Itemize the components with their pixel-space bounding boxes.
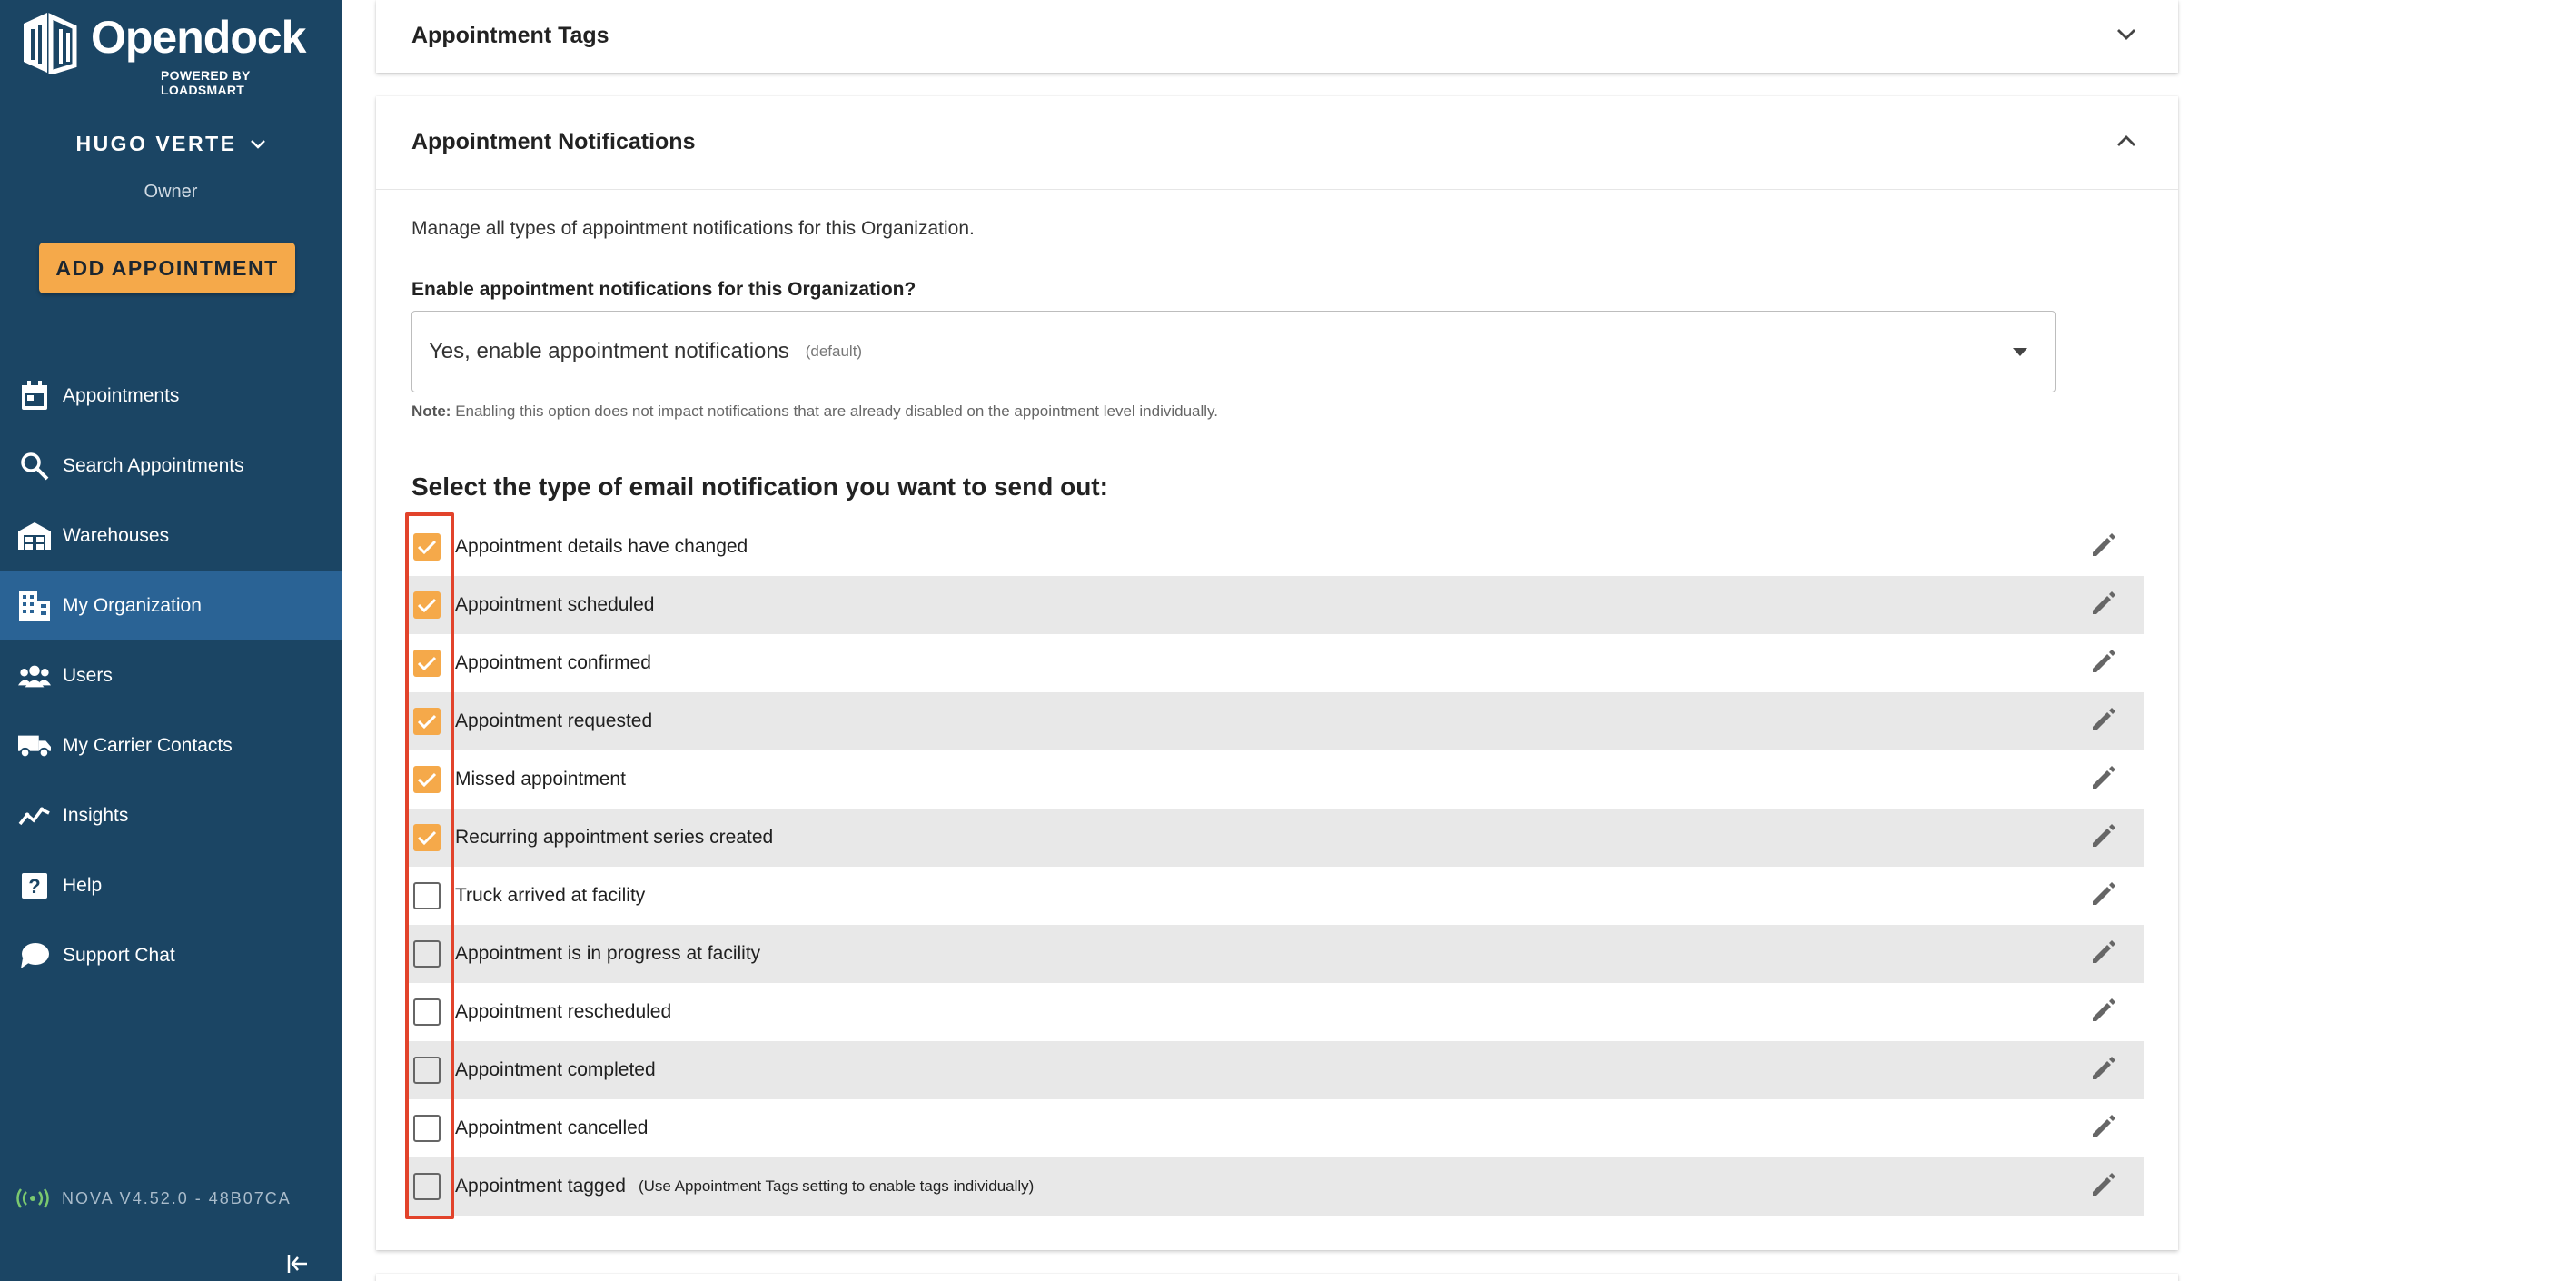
sidebar-item-label: Appointments: [63, 384, 180, 406]
brand-name: Opendock: [91, 12, 306, 63]
notification-label: Appointment completed: [455, 1059, 656, 1080]
sidebar-item-label: Search Appointments: [63, 454, 244, 476]
notification-row-cancelled: [409, 1099, 2144, 1157]
select-default-tag: (default): [805, 343, 863, 360]
svg-text:?: ?: [28, 874, 41, 898]
notification-label: Appointment is in progress at facility: [455, 943, 761, 964]
add-appointment-button[interactable]: ADD APPOINTMENT: [39, 243, 295, 293]
user-menu[interactable]: [0, 132, 342, 203]
notification-row-recurring-created: [409, 809, 2144, 867]
dropdown-arrow-icon[interactable]: [2013, 348, 2027, 356]
note-text: Enabling this option does not impact notifications that are already disabled on the appointment level individually.: [455, 402, 1219, 420]
sidebar-item-users[interactable]: [0, 640, 342, 710]
notification-label: Recurring appointment series created: [455, 827, 774, 848]
select-value: Yes, enable appointment notifications: [429, 339, 789, 363]
truck-icon: [18, 730, 51, 762]
notification-row-requested: [409, 692, 2144, 750]
sidebar-item-support-chat[interactable]: [0, 920, 342, 990]
help-icon: [18, 869, 51, 902]
sidebar: [0, 0, 342, 1281]
sidebar-item-label: Insights: [63, 804, 129, 826]
sidebar-item-label: My Carrier Contacts: [63, 734, 233, 756]
panel-divider: [376, 189, 2178, 190]
sidebar-nav: [0, 361, 342, 990]
notification-label: Missed appointment: [455, 769, 626, 789]
notification-row-rescheduled: [409, 983, 2144, 1041]
notifications-note: [411, 402, 1218, 421]
edit-pencil-icon[interactable]: [2089, 649, 2116, 676]
broadcast-icon: [16, 1188, 49, 1208]
appointment-notifications-panel: [376, 96, 2178, 1250]
user-role: Owner: [144, 182, 198, 202]
version-info: [16, 1188, 292, 1208]
section-title: Select the type of email notification you want to send out:: [411, 472, 1108, 501]
sidebar-item-help[interactable]: [0, 850, 342, 920]
sidebar-item-label: Support Chat: [63, 944, 175, 966]
notification-row-completed: [409, 1041, 2144, 1099]
sidebar-item-my-organization[interactable]: [0, 571, 342, 640]
notification-row-details-changed: [409, 518, 2144, 576]
edit-pencil-icon[interactable]: [2089, 1114, 2116, 1141]
edit-pencil-icon[interactable]: [2089, 823, 2116, 850]
note-prefix: Note:: [411, 402, 451, 420]
panel-title: Appointment Tags: [411, 23, 609, 48]
edit-pencil-icon[interactable]: [2089, 591, 2116, 618]
notification-label: Appointment confirmed: [455, 652, 651, 673]
chevron-down-icon[interactable]: [250, 139, 266, 150]
users-icon: [18, 660, 51, 692]
notification-hint: (Use Appointment Tags setting to enable tags individually): [638, 1177, 1035, 1195]
collapse-sidebar-icon[interactable]: [287, 1254, 309, 1278]
version-text: NOVA V4.52.0 - 48B07CA: [62, 1188, 292, 1207]
brand-powered-by: POWERED BY LOADSMART: [161, 68, 251, 97]
sidebar-item-label: My Organization: [63, 594, 202, 616]
sidebar-item-warehouses[interactable]: [0, 501, 342, 571]
notification-row-in-progress: [409, 925, 2144, 983]
enable-notifications-label: Enable appointment notifications for this Organization?: [411, 279, 916, 300]
sidebar-item-my-carrier-contacts[interactable]: [0, 710, 342, 780]
sidebar-item-appointments[interactable]: [0, 361, 342, 431]
user-name[interactable]: HUGO VERTE: [75, 132, 237, 155]
notification-row-scheduled: [409, 576, 2144, 634]
sidebar-item-label: Help: [63, 874, 103, 896]
notification-label: Appointment requested: [455, 710, 653, 731]
search-icon: [18, 450, 51, 482]
next-panel-edge: [376, 1274, 2178, 1281]
notification-label: Appointment details have changed: [455, 536, 748, 557]
notification-label: Appointment tagged: [455, 1176, 626, 1197]
sidebar-item-label: Users: [63, 664, 113, 686]
edit-pencil-icon[interactable]: [2089, 1172, 2116, 1199]
checkbox-column-highlight: [405, 512, 454, 1219]
opendock-logo-icon: [20, 11, 78, 74]
chevron-down-icon[interactable]: [2116, 28, 2136, 41]
notification-row-tagged: [409, 1157, 2144, 1216]
notification-label: Appointment scheduled: [455, 594, 655, 615]
chevron-up-icon[interactable]: [2116, 134, 2136, 147]
edit-pencil-icon[interactable]: [2089, 1056, 2116, 1083]
sidebar-item-search-appointments[interactable]: [0, 431, 342, 501]
notification-label: Truck arrived at facility: [455, 885, 646, 906]
enable-notifications-select[interactable]: [411, 311, 2056, 392]
edit-pencil-icon[interactable]: [2089, 881, 2116, 909]
edit-pencil-icon[interactable]: [2089, 939, 2116, 967]
edit-pencil-icon[interactable]: [2089, 998, 2116, 1025]
sidebar-item-insights[interactable]: [0, 780, 342, 850]
edit-pencil-icon[interactable]: [2089, 765, 2116, 792]
panel-title: Appointment Notifications: [411, 129, 696, 154]
panel-description: Manage all types of appointment notifications for this Organization.: [411, 218, 975, 239]
notification-label: Appointment cancelled: [455, 1117, 649, 1138]
notification-type-list: [409, 518, 2144, 1216]
appointment-tags-panel[interactable]: [376, 0, 2178, 73]
notification-row-confirmed: [409, 634, 2144, 692]
building-icon: [18, 590, 51, 622]
edit-pencil-icon[interactable]: [2089, 532, 2116, 560]
notification-label: Appointment rescheduled: [455, 1001, 672, 1022]
calendar-icon: [18, 380, 51, 412]
edit-pencil-icon[interactable]: [2089, 707, 2116, 734]
warehouse-icon: [18, 520, 51, 552]
chat-bubble-icon: [18, 939, 51, 972]
notification-row-missed: [409, 750, 2144, 809]
sidebar-item-label: Warehouses: [63, 524, 170, 546]
opendock-logo[interactable]: [20, 11, 320, 97]
notification-row-truck-arrived: [409, 867, 2144, 925]
chart-line-icon: [18, 799, 51, 832]
